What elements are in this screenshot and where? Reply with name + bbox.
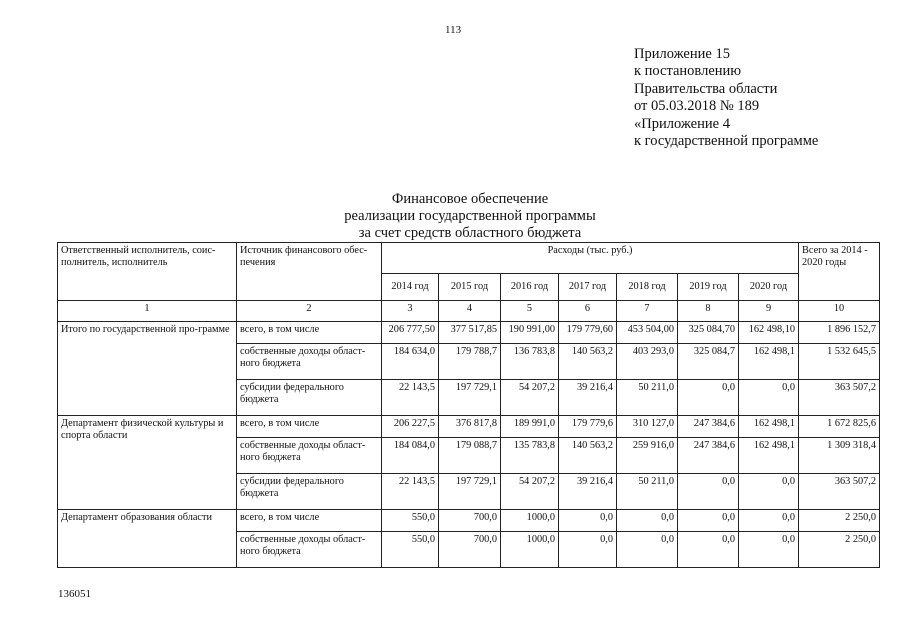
value-cell: 162 498,1 [739,416,799,438]
value-cell: 22 143,5 [382,474,439,510]
value-cell: 179 088,7 [439,438,501,474]
value-cell: 1 896 152,7 [799,322,880,344]
value-cell: 0,0 [617,532,678,568]
column-number: 3 [382,301,439,322]
value-cell: 2 250,0 [799,532,880,568]
value-cell: 54 207,2 [501,474,559,510]
value-cell: 325 084,70 [678,322,739,344]
value-cell: 0,0 [617,510,678,532]
source-cell: собственные доходы област-ного бюджета [237,532,382,568]
value-cell: 325 084,7 [678,344,739,380]
value-cell: 247 384,6 [678,438,739,474]
document-code: 136051 [58,588,91,600]
value-cell: 0,0 [739,532,799,568]
value-cell: 700,0 [439,510,501,532]
column-number: 10 [799,301,880,322]
table-row [58,322,880,344]
source-cell: всего, в том числе [237,416,382,438]
source-cell: субсидии федерального бюджета [237,474,382,510]
appendix-line: от 05.03.2018 № 189 [634,98,760,115]
value-cell: 363 507,2 [799,474,880,510]
value-cell: 179 779,6 [559,416,617,438]
appendix-line: Правительства области [634,80,778,97]
value-cell: 550,0 [382,532,439,568]
value-cell: 1 672 825,6 [799,416,880,438]
value-cell: 136 783,8 [501,344,559,380]
year-header: 2014 год [382,274,439,301]
column-number: 7 [617,301,678,322]
value-cell: 0,0 [678,510,739,532]
year-header: 2019 год [678,274,739,301]
column-number: 4 [439,301,501,322]
value-cell: 550,0 [382,510,439,532]
value-cell: 0,0 [678,532,739,568]
year-header: 2018 год [617,274,678,301]
source-cell: всего, в том числе [237,322,382,344]
value-cell: 0,0 [559,532,617,568]
appendix-line: «Приложение 4 [634,115,730,132]
value-cell: 184 634,0 [382,344,439,380]
year-header: 2016 год [501,274,559,301]
value-cell: 0,0 [678,474,739,510]
title-line: Финансовое обеспечение [391,191,549,207]
title-line: реализации государственной программы [344,208,596,224]
source-cell: субсидии федерального бюджета [237,380,382,416]
appendix-line: к постановлению [634,63,742,80]
value-cell: 0,0 [739,380,799,416]
header-executor: Ответственный исполнитель, соис-полнитель, исполнитель [58,243,237,301]
value-cell: 189 991,0 [501,416,559,438]
appendix-line: Приложение 15 [634,46,730,62]
year-header: 2020 год [739,274,799,301]
value-cell: 1 309 318,4 [799,438,880,474]
value-cell: 162 498,1 [739,344,799,380]
appendix-block [634,46,818,150]
value-cell: 259 916,0 [617,438,678,474]
value-cell: 206 227,5 [382,416,439,438]
value-cell: 135 783,8 [501,438,559,474]
value-cell: 39 216,4 [559,380,617,416]
year-header: 2017 год [559,274,617,301]
value-cell: 184 084,0 [382,438,439,474]
source-cell: собственные доходы област-ного бюджета [237,344,382,380]
value-cell: 22 143,5 [382,380,439,416]
value-cell: 453 504,00 [617,322,678,344]
column-number: 6 [559,301,617,322]
value-cell: 1000,0 [501,510,559,532]
value-cell: 162 498,1 [739,438,799,474]
column-number: 9 [739,301,799,322]
header-expenses: Расходы (тыс. руб.) [382,243,799,274]
value-cell: 2 250,0 [799,510,880,532]
document-title [300,191,640,242]
executor-cell: Итого по государственной про-грамме [58,322,237,416]
value-cell: 162 498,10 [739,322,799,344]
source-cell: собственные доходы област-ного бюджета [237,438,382,474]
value-cell: 247 384,6 [678,416,739,438]
value-cell: 0,0 [678,380,739,416]
header-source: Источник финансового обес-печения [237,243,382,301]
value-cell: 1 532 645,5 [799,344,880,380]
year-header: 2015 год [439,274,501,301]
column-number: 8 [678,301,739,322]
header-row [58,243,880,274]
source-cell: всего, в том числе [237,510,382,532]
value-cell: 140 563,2 [559,438,617,474]
value-cell: 190 991,00 [501,322,559,344]
value-cell: 39 216,4 [559,474,617,510]
column-numbers-row [58,301,880,322]
value-cell: 50 211,0 [617,380,678,416]
table-row [58,510,880,532]
value-cell: 310 127,0 [617,416,678,438]
page-number: 113 [445,24,462,36]
value-cell: 0,0 [739,510,799,532]
value-cell: 0,0 [559,510,617,532]
value-cell: 179 788,7 [439,344,501,380]
title-line: за счет средств областного бюджета [358,225,582,241]
value-cell: 403 293,0 [617,344,678,380]
value-cell: 700,0 [439,532,501,568]
value-cell: 376 817,8 [439,416,501,438]
value-cell: 179 779,60 [559,322,617,344]
value-cell: 363 507,2 [799,380,880,416]
value-cell: 50 211,0 [617,474,678,510]
value-cell: 197 729,1 [439,474,501,510]
value-cell: 377 517,85 [439,322,501,344]
table-row [58,416,880,438]
executor-cell: Департамент образования области [58,510,237,568]
value-cell: 206 777,50 [382,322,439,344]
appendix-line: к государственной программе [634,133,819,150]
column-number: 2 [237,301,382,322]
column-number: 1 [58,301,237,322]
financing-table [57,242,880,568]
value-cell: 54 207,2 [501,380,559,416]
header-total: Всего за 2014 - 2020 годы [799,243,880,301]
value-cell: 0,0 [739,474,799,510]
value-cell: 197 729,1 [439,380,501,416]
value-cell: 140 563,2 [559,344,617,380]
value-cell: 1000,0 [501,532,559,568]
executor-cell: Департамент физической культуры и спорта области [58,416,237,510]
column-number: 5 [501,301,559,322]
